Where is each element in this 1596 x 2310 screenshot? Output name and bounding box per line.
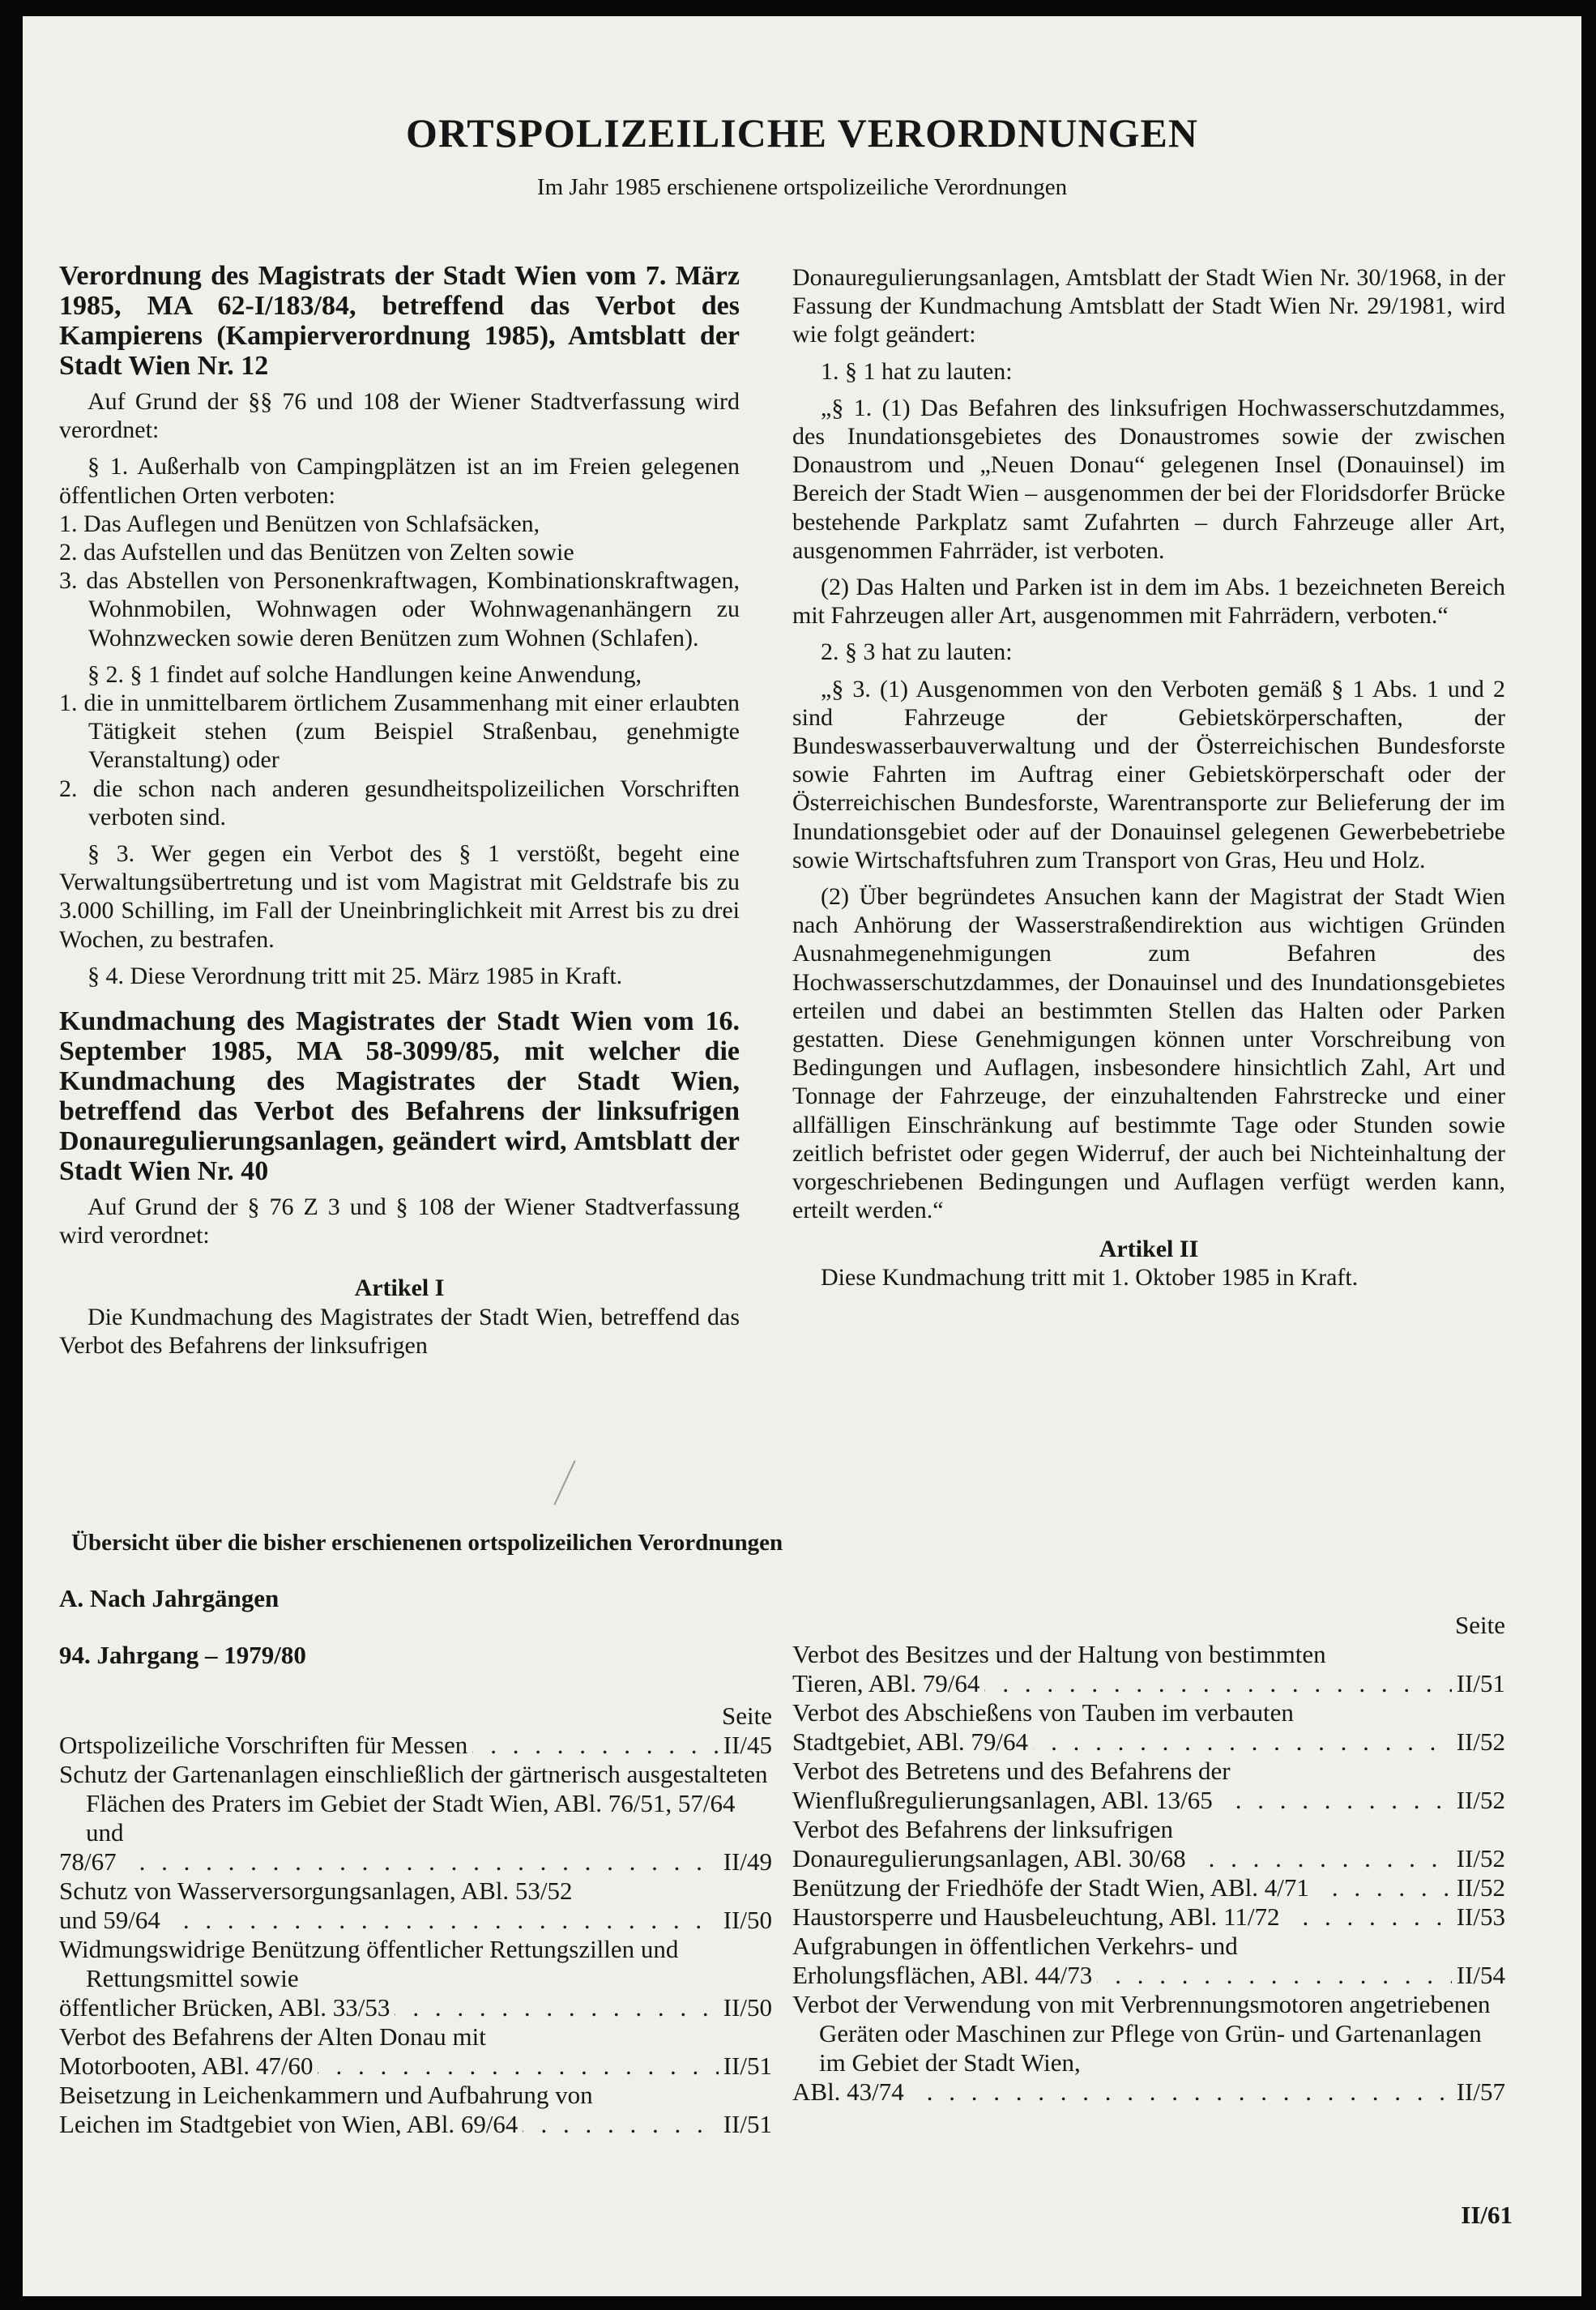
toc-entry: Verbot des Befahrens der linksufrigen Donauregulierungsanlagen, ABl. 30/68 . . . II/52	[792, 1815, 1505, 1873]
page-title: ORTSPOLIZEILICHE VERORDNUNGEN	[406, 110, 1198, 156]
list-item: 1. die in unmittelbarem örtlichem Zusammenhang mit einer erlaubten Tätigkeit stehen (zum Beispiel Straßenbau, genehmigte Veranstaltung) oder	[59, 690, 740, 774]
toc-entry: Ortspolizeiliche Vorschriften für Messen . . . II/45	[59, 1731, 772, 1760]
paragraph: Diese Kundmachung tritt mit 1. Oktober 1985 in Kraft.	[821, 1263, 1359, 1291]
seite-label: Seite	[722, 1702, 772, 1730]
article-heading: Artikel I	[354, 1275, 445, 1302]
ordinance-1-heading: Verordnung des Magistrats der Stadt Wien vom 7. März 1985, MA 62-I/183/84, betreffend das Verbot des Kampierens (Kampierverordnung 1985), Amtsblatt der Stadt Wien Nr. 12	[59, 261, 740, 381]
paragraph: § 1. Außerhalb von Campingplätzen ist an im Freien gelegenen öffentlichen Orten verboten:	[59, 453, 740, 509]
paragraph: § 4. Diese Verordnung tritt mit 25. März 1985 in Kraft.	[87, 962, 623, 989]
toc-entry: Schutz der Gartenanlagen einschließlich der gärtnerisch ausgestalteten Flächen des Praters im Gebiet der Stadt Wien, ABl. 76/51, 57/64 und 78/67 . . . II/49	[59, 1760, 772, 1877]
paragraph: „§ 3. (1) Ausgenommen von den Verboten gemäß § 1 Abs. 1 und 2 sind Fahrzeuge der Gebietskörperschaften, der Bundeswasserbauverwaltung und der Österreichischen Bundesforste sowie Fahrten im Auftrag einer Gebietskörperschaft oder der Österreichischen Bundesforste, Warentransporte zur Belieferung der im Inundationsgebiet oder auf der Donauinsel gelegenen Gewerbebetriebe sowie Wirtschaftsfuhren zum Transport von Gras, Heu und Holz.	[792, 675, 1505, 873]
right-column	[792, 263, 1505, 1292]
toc-entry: Beisetzung in Leichenkammern und Aufbahrung von Leichen im Stadtgebiet von Wien, ABl. 69/64 . . . II/51	[59, 2081, 772, 2139]
paragraph: § 2. § 1 findet auf solche Handlungen keine Anwendung,	[87, 660, 642, 688]
paragraph: (2) Über begründetes Ansuchen kann der Magistrat der Stadt Wien nach Anhörung der Wasserstraßendirektion aus wichtigen Gründen Ausnahmegenehmigungen zum Befahren des Hochwasserschutzdammes, der Donauinsel und des Inundationsgebietes erteilen und dabei an bestimmten Stellen das Halten oder Parken gestatten. Diese Genehmigungen können unter Vorschreibung von Bedingungen und Auflagen, insbesondere hinsichtlich Zahl, Art und Tonnage der Fahrzeuge, der einzuhaltenden Fahrstrecke und einer allfälligen Einschränkung auf bestimmte Tage oder Stunden sowie zeitlich befristet oder gegen Widerruf, der auch bei Nichteinhaltung der vorgeschriebenen Bedingungen und Auflagen verfügt werden kann, erteilt werden.“	[792, 883, 1505, 1224]
paragraph: Donauregulierungsanlagen, Amtsblatt der Stadt Wien Nr. 30/1968, in der Fassung der Kundmachung Amtsblatt der Stadt Wien Nr. 29/1981, wird wie folgt geändert:	[792, 264, 1505, 348]
paragraph: 1. § 1 hat zu lauten:	[821, 357, 1013, 385]
list-item: 2. die schon nach anderen gesundheitspolizeilichen Vorschriften verboten sind.	[59, 775, 740, 830]
toc-entry: Verbot des Abschießens von Tauben im verbauten Stadtgebiet, ABl. 79/64 . . . II/52	[792, 1698, 1505, 1757]
toc-entry: Verbot des Betretens und des Befahrens der Wienflußregulierungsanlagen, ABl. 13/65 . . . II/52	[792, 1757, 1505, 1815]
seite-label: Seite	[1455, 1611, 1505, 1639]
toc-entry: Benützung der Friedhöfe der Stadt Wien, ABl. 4/71 . . . II/52	[792, 1873, 1505, 1902]
toc-entry: Verbot des Befahrens der Alten Donau mit Motorbooten, ABl. 47/60 . . . II/51	[59, 2022, 772, 2081]
list-item: 1. Das Auflegen und Benützen von Schlafsäcken,	[59, 510, 540, 537]
section-a-heading: A. Nach Jahrgängen	[59, 1584, 280, 1612]
article-heading: Artikel II	[1099, 1235, 1199, 1262]
paragraph: 2. § 3 hat zu lauten:	[821, 638, 1013, 666]
paragraph: (2) Das Halten und Parken ist in dem im Abs. 1 bezeichneten Bereich mit Fahrzeugen aller Art, ausgenommen mit Fahrrädern, verboten.“	[792, 574, 1505, 630]
pencil-mark	[553, 1460, 575, 1505]
year-heading: 94. Jahrgang – 1979/80	[59, 1641, 306, 1669]
toc-entry: Verbot des Besitzes und der Haltung von bestimmten Tieren, ABl. 79/64 . . . II/51	[792, 1640, 1505, 1698]
toc-entry: Haustorsperre und Hausbeleuchtung, ABl. 11/72 . . . II/53	[792, 1902, 1505, 1932]
toc-right-column	[792, 1611, 1505, 2107]
list-item: 2. das Aufstellen und das Benützen von Zelten sowie	[59, 539, 574, 566]
toc-entry: Aufgrabungen in öffentlichen Verkehrs- und Erholungsflächen, ABl. 44/73 . . . II/54	[792, 1932, 1505, 1990]
toc-entry: Verbot der Verwendung von mit Verbrennungsmotoren angetriebenen Geräten oder Maschinen zur Pflege von Grün- und Gartenanlagen im Gebiet der Stadt Wien, ABl. 43/74 . . . II/57	[792, 1990, 1505, 2107]
page-number: II/61	[1461, 2201, 1513, 2229]
list-item: 3. das Abstellen von Personenkraftwagen, Kombinationskraftwagen, Wohnmobilen, Wohnwagen oder Wohnwagenanhängern zu Wohnzwecken sowie deren Benützen zum Wohnen (Schlafen).	[59, 567, 740, 651]
page-subtitle: Im Jahr 1985 erschienene ortspolizeiliche Verordnungen	[536, 174, 1068, 200]
document-page	[23, 16, 1581, 2296]
left-column	[59, 261, 740, 1360]
toc-entry: Schutz von Wasserversorgungsanlagen, ABl. 53/52 und 59/64 . . . II/50	[59, 1877, 772, 1935]
paragraph: Auf Grund der § 76 Z 3 und § 108 der Wiener Stadtverfassung wird verordnet:	[59, 1193, 740, 1249]
paragraph: „§ 1. (1) Das Befahren des linksufrigen Hochwasserschutzdammes, des Inundationsgebietes des Donaustromes sowie der zwischen Donaustrom und „Neuen Donau“ gelegenen Insel (Donauinsel) im Bereich der Stadt Wien – ausgenommen der bei der Floridsdorfer Brücke bestehende Parkplatz samt Zufahrten – durch Fahrzeuge aller Art, ausgenommen Fahrräder, ist verboten.	[792, 394, 1505, 564]
overview-title: Übersicht über die bisher erschienenen ortspolizeilichen Verordnungen	[71, 1530, 783, 1556]
ordinance-2-heading: Kundmachung des Magistrates der Stadt Wien vom 16. September 1985, MA 58-3099/85, mit welcher die Kundmachung des Magistrates der Stadt Wien, betreffend das Verbot des Befahrens der linksufrigen Donauregulierungsanlagen, geändert wird, Amtsblatt der Stadt Wien Nr. 40	[59, 1006, 740, 1187]
paragraph: Die Kundmachung des Magistrates der Stadt Wien, betreffend das Verbot des Befahrens der linksufrigen	[59, 1303, 740, 1359]
paragraph: § 3. Wer gegen ein Verbot des § 1 verstößt, begeht eine Verwaltungsübertretung und ist vom Magistrat mit Geldstrafe bis zu 3.000 Schilling, im Fall der Uneinbringlichkeit mit Arrest bis zu drei Wochen, zu bestrafen.	[59, 840, 740, 953]
toc-left-column	[59, 1702, 772, 2139]
paragraph: Auf Grund der §§ 76 und 108 der Wiener Stadtverfassung wird verordnet:	[59, 388, 740, 444]
toc-entry: Widmungswidrige Benützung öffentlicher Rettungszillen und Rettungsmittel sowie öffentlicher Brücken, ABl. 33/53 . . . II/50	[59, 1935, 772, 2022]
